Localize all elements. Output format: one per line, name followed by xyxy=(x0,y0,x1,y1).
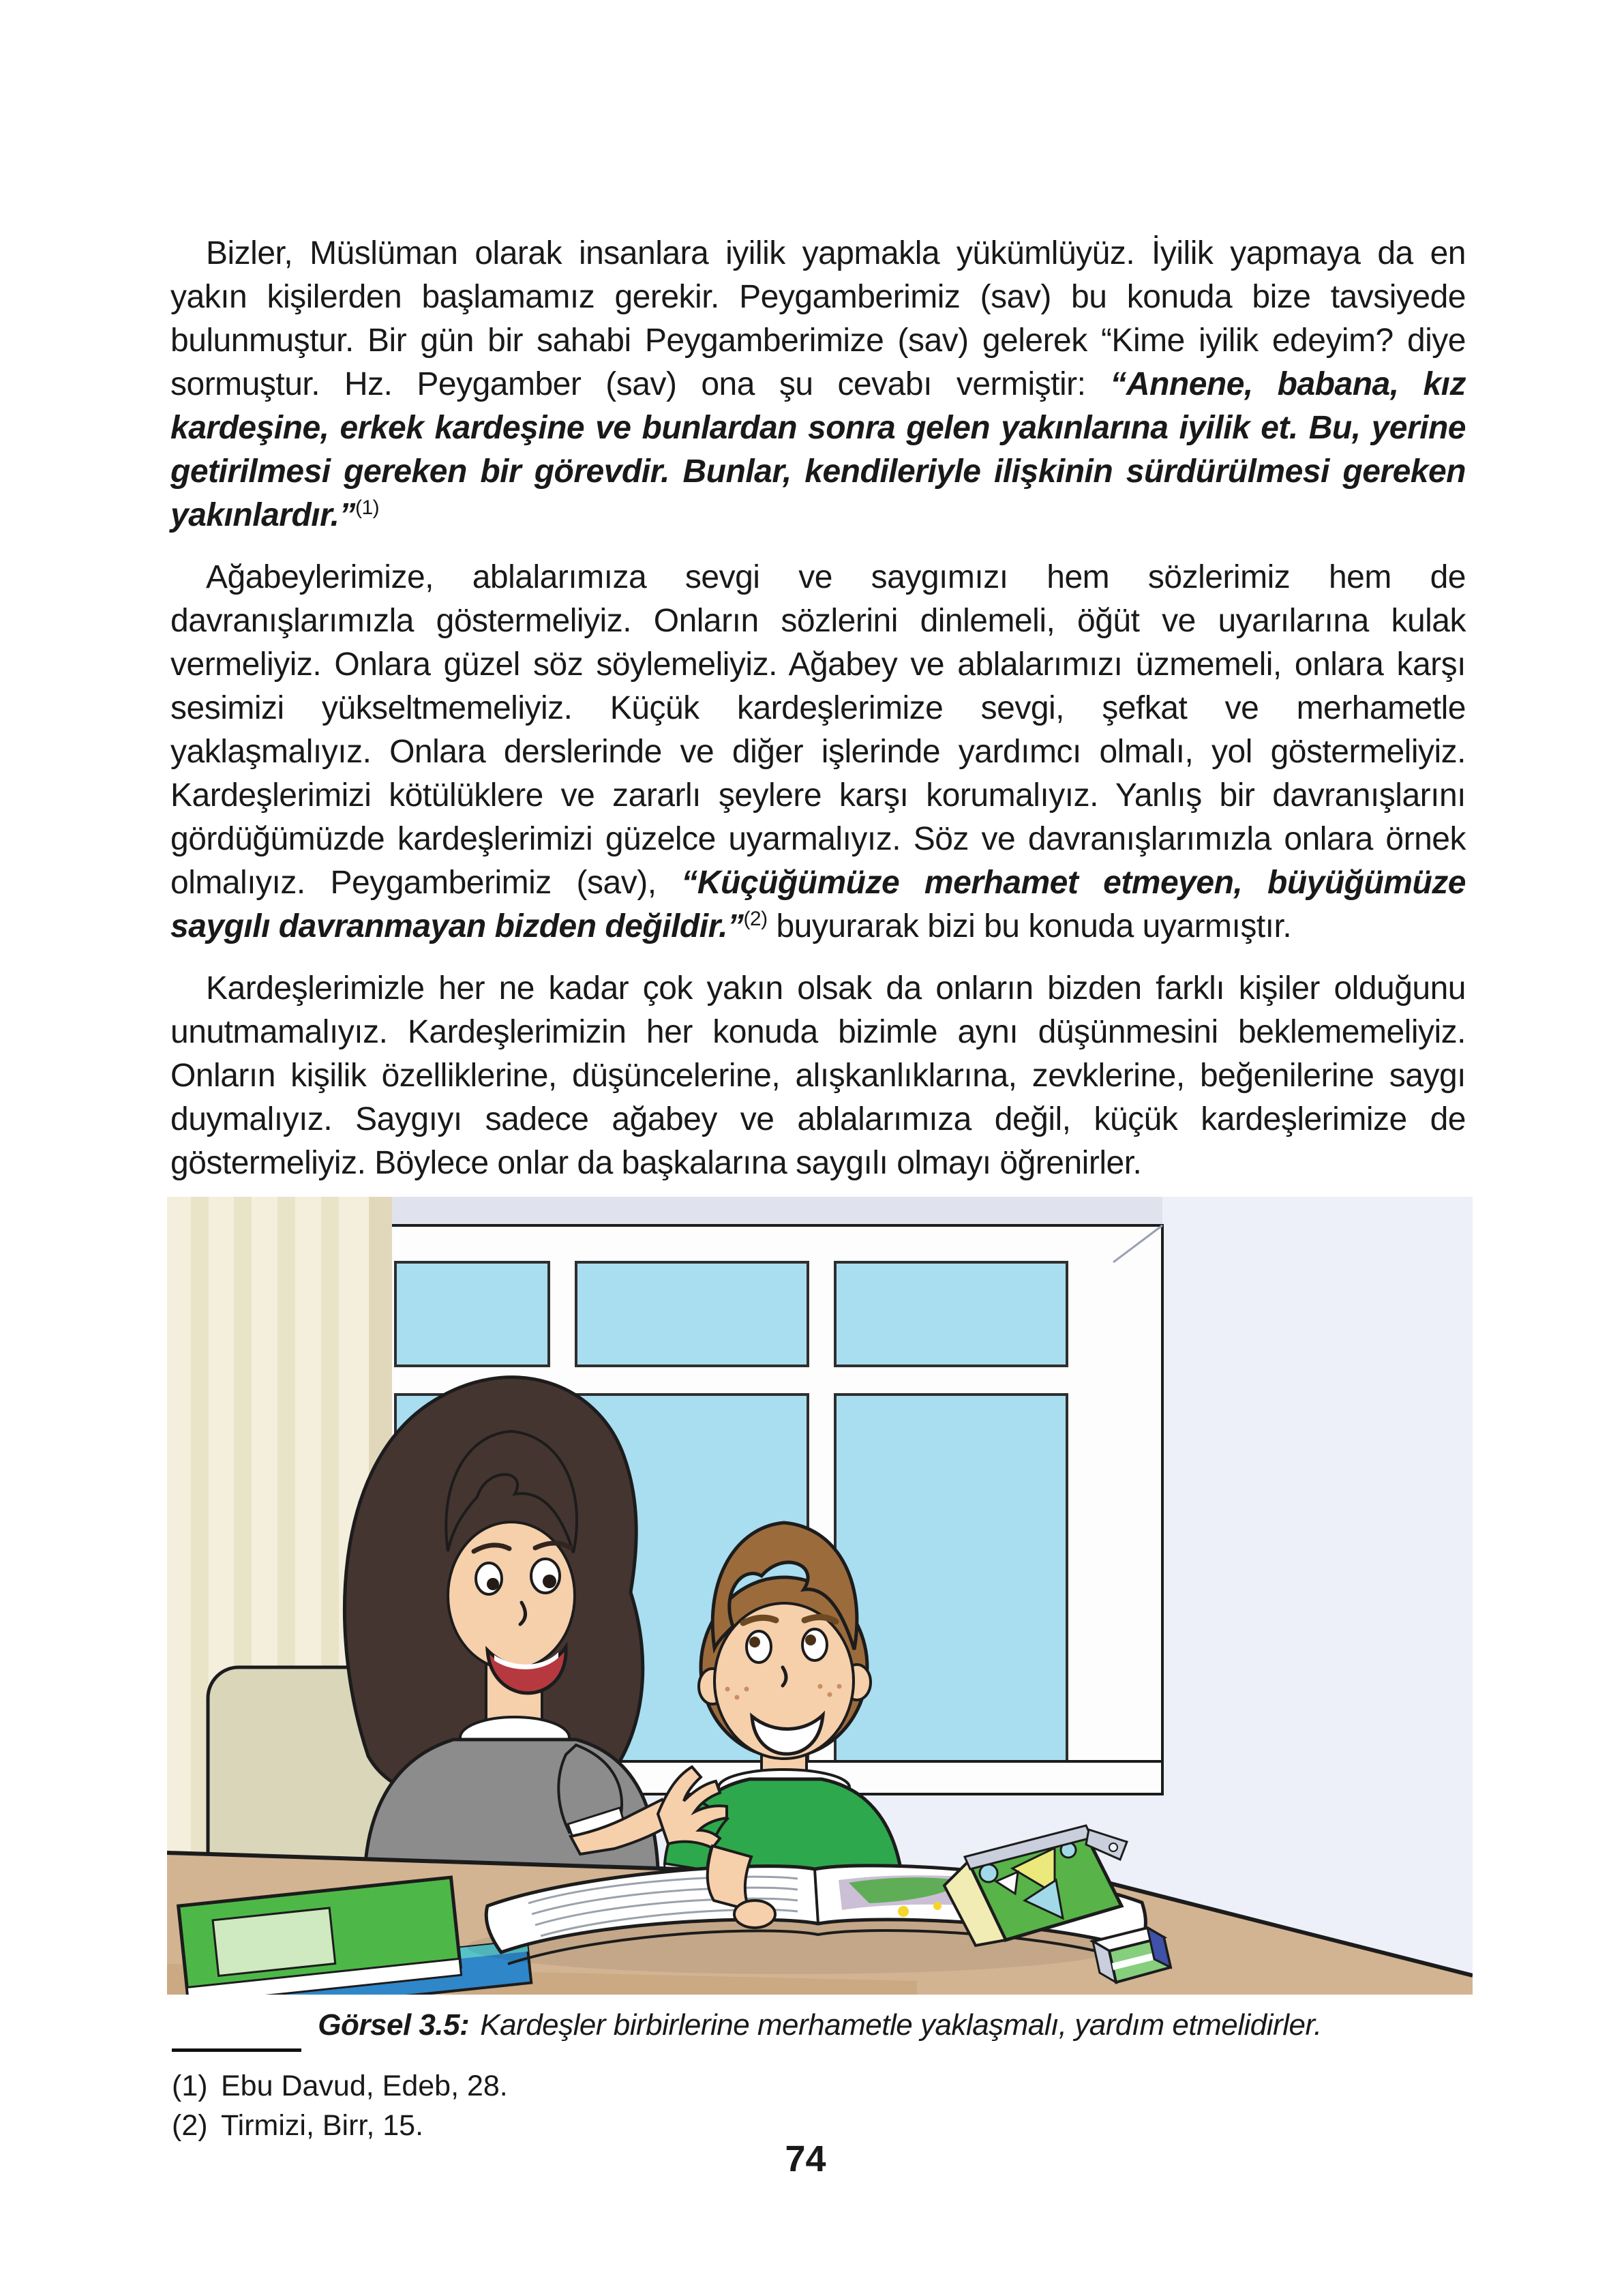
window-pane xyxy=(835,1395,1067,1761)
window-pane xyxy=(576,1262,808,1366)
wall-band xyxy=(385,1197,1162,1225)
footnote-reference: (1) xyxy=(355,496,380,519)
boy-freckle xyxy=(735,1695,740,1700)
zipper-pull-hole xyxy=(1109,1843,1117,1851)
window-pane xyxy=(395,1262,549,1366)
paragraph xyxy=(170,556,1466,949)
paragraph xyxy=(170,967,1466,1185)
boy-eye xyxy=(802,1629,827,1660)
body-paragraphs xyxy=(170,232,1466,1204)
figure-caption xyxy=(167,2008,1473,2042)
book-map-dot xyxy=(933,1902,942,1910)
sister-pupil xyxy=(543,1575,556,1588)
body-text: buyurarak bizi bu konuda uyarmıştır. xyxy=(767,908,1292,944)
boy-eye xyxy=(747,1631,771,1663)
body-text: Bizler, Müslüman olarak insanlara iyilik yapmakla yükümlüyüz. İyilik yapmaya da en yakın kişilerden başlamamız gerekir. Peygamberimiz (sav) bu konuda bize tavsiyede bulunmuştur. Bir gün bir sahabi Peygamberimize (sav) gelerek “Kime iyilik edeyim? diye sormuştur. Hz. Peygamber (sav) ona şu cevabı vermiştir: xyxy=(170,235,1466,402)
footnote-marker: (2) xyxy=(172,2109,208,2142)
hadith-quote: “Küçüğümüze merhamet etmeyen, büyüğümüze saygılı davranmayan bizden değildir.” xyxy=(170,865,1466,944)
boy-pupil xyxy=(749,1637,760,1648)
illustration-canvas xyxy=(167,1197,1473,1995)
footnote-text: Tirmizi, Birr, 15. xyxy=(221,2109,424,2142)
book-map-dot xyxy=(898,1906,909,1917)
paragraph xyxy=(170,232,1466,537)
boy-hand xyxy=(734,1900,775,1928)
footnote-marker: (1) xyxy=(172,2070,208,2102)
boy-freckle xyxy=(818,1684,823,1689)
footnote-text: Ebu Davud, Edeb, 28. xyxy=(221,2070,508,2102)
green-book-label xyxy=(213,1908,335,1976)
hadith-quote: “Annene, babana, kız kardeşine, erkek kardeşine ve bunlardan sonra gelen yakınlarına iyilik et. Bu, yerine getirilmesi gereken bir görevdir. Bunlar, kendileriyle ilişkinin sürdürülmesi gereken yakınlardır.” xyxy=(170,366,1466,533)
footnote-reference: (2) xyxy=(743,908,768,930)
body-text: Kardeşlerimizle her ne kadar çok yakın olsak da onların bizden farklı kişiler olduğunu unutmamalıyız. Kardeşlerimizin her konuda bizimle aynı düşünmesini beklememeliyiz. Onların kişilik özelliklerine, düşüncelerine, alışkanlıklarına, zevklerine, beğenilerine saygı duymalıyız. Saygıyı sadece ağabey ve ablalarımıza değil, küçük kardeşlerimize de göstermeliyiz. Böylece onlar da başkalarına saygılı olmayı öğrenirler. xyxy=(170,970,1466,1181)
sister-eye xyxy=(476,1563,502,1594)
figure-caption-label: Görsel 3.5: xyxy=(318,2008,470,2042)
footnote-divider xyxy=(172,2048,301,2052)
curtain-fold xyxy=(191,1197,209,1868)
boy-freckle xyxy=(725,1687,730,1692)
boy-freckle xyxy=(744,1687,749,1692)
body-text: Ağabeylerimize, ablalarımıza sevgi ve saygımızı hem sözlerimiz hem de davranışlarımızla göstermeliyiz. Onların sözlerini dinlemeli, öğüt ve uyarılarına kulak vermeliyiz. Onlara güzel söz söylemeliyiz. Ağabey ve ablalarımızı üzmemeli, onlara karşı sesimizi yükseltmemeliyiz. Küçük kardeşlerimize sevgi, şefkat ve merhametle yaklaşmalıyız. Onlara derslerinde ve diğer işlerinde yardımcı olmalı, yol göstermeliyiz. Kardeşlerimizi kötülüklere ve zararlı şeylere karşı korumalıyız. Yanlış bir davranışlarını gördüğümüzde kardeşlerimizi güzelce uyarmalıyız. Söz ve davranışlarımızla onlara örnek olmalıyız. Peygamberimiz (sav), xyxy=(170,559,1466,901)
boy-pupil xyxy=(805,1635,816,1645)
window-pane xyxy=(835,1262,1067,1366)
page-number: 74 xyxy=(785,2138,826,2179)
boy-freckle xyxy=(837,1684,842,1689)
boy-freckle xyxy=(828,1693,832,1697)
figure-illustration xyxy=(167,1197,1473,1995)
sister-pupil xyxy=(487,1578,499,1590)
footnotes-list xyxy=(172,2066,508,2145)
footnote xyxy=(172,2066,508,2106)
figure-caption-text: Kardeşler birbirlerine merhametle yaklaşmalı, yardım etmelidirler. xyxy=(480,2008,1322,2042)
boy-forearm xyxy=(708,1846,751,1910)
